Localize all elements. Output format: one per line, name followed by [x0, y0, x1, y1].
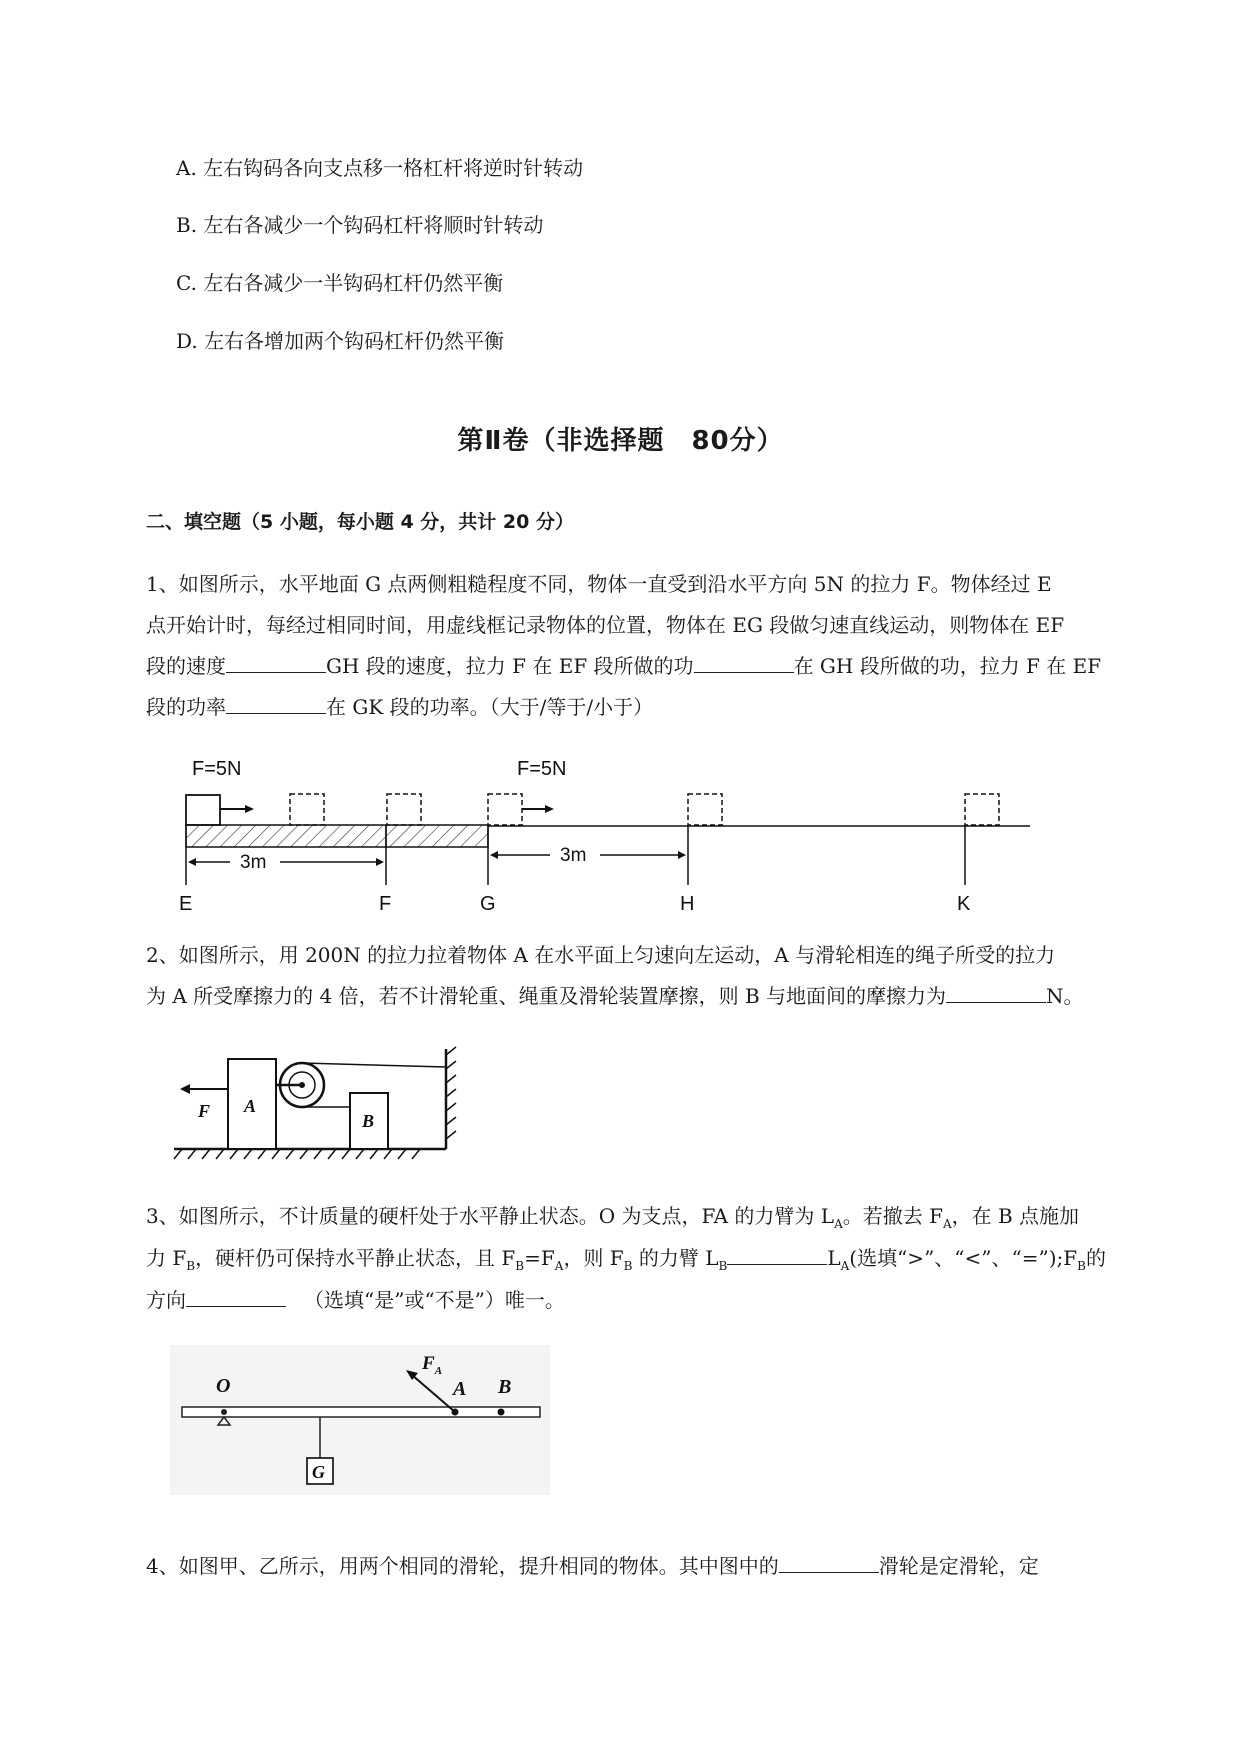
q1-text: 段的速度: [146, 654, 226, 678]
pivot-label: O: [216, 1375, 231, 1397]
q1-text: 在 GH 段所做的功，拉力 F 在 EF: [793, 654, 1102, 678]
q1-line-4: [146, 690, 653, 724]
option-text: 左右各增加两个钩码杠杆仍然平衡: [204, 329, 505, 353]
q1-line-3: [146, 649, 1101, 683]
q3-line-3: [146, 1283, 565, 1317]
q1-text: 在 GK 段的功率。（大于/等于/小于）: [326, 695, 654, 719]
subscript: B: [623, 1259, 633, 1273]
force-label: F: [198, 1101, 211, 1121]
force-arrow-head: [245, 805, 254, 813]
dashed-position: [688, 794, 722, 825]
q2-text: N。: [1046, 984, 1084, 1008]
q4-line-1: [146, 1549, 1039, 1583]
q1-line-2: 点开始计时，每经过相同时间，用虚线框记录物体的位置，物体在 EG 段做匀速直线运动，则物体在 EF: [146, 613, 1065, 637]
distance-label: 3m: [560, 845, 587, 866]
answer-blank[interactable]: [946, 980, 1046, 1003]
option-b: [176, 210, 543, 240]
option-letter: D.: [176, 329, 198, 353]
point-label: E: [179, 893, 193, 915]
q3-text: ，在 B 点施加: [951, 1204, 1080, 1228]
point-label: G: [480, 893, 496, 915]
option-letter: A.: [176, 156, 197, 180]
q3-text: ，则 F: [563, 1246, 624, 1270]
dashed-position: [387, 794, 421, 825]
q2-line-2: [146, 979, 1084, 1013]
option-c: [176, 268, 503, 298]
option-a: [176, 153, 583, 183]
q3-text: 的力臂 L: [632, 1246, 719, 1270]
lever-bar: [182, 1407, 540, 1417]
dashed-position: [290, 794, 324, 825]
answer-blank[interactable]: [226, 650, 326, 673]
q2-text: 为 A 所受摩擦力的 4 倍，若不计滑轮重、绳重及滑轮装置摩擦，则 B 与地面间的摩擦力为: [146, 984, 947, 1008]
force-label: F=5N: [192, 758, 242, 780]
rough-surface: [186, 825, 488, 847]
q3-text: =F: [524, 1246, 555, 1270]
q2-line-1: 2、如图所示，用 200N 的拉力拉着物体 A 在水平面上匀速向左运动，A 与滑轮相连的绳子所受的拉力: [146, 943, 1056, 967]
answer-blank[interactable]: [186, 1284, 286, 1307]
q3-text: 的: [1085, 1246, 1106, 1270]
distance-label: 3m: [240, 852, 267, 873]
point-label: K: [957, 893, 971, 915]
option-text: 左右各减少一个钩码杠杆将顺时针转动: [203, 213, 544, 237]
option-letter: C.: [176, 271, 197, 295]
block-a-label: A: [244, 1096, 257, 1116]
point-b: [498, 1409, 505, 1416]
point-label: F: [379, 893, 392, 915]
subscript: B: [1077, 1259, 1086, 1273]
q3-text: ，硬杆仍可保持水平静止状态，且 F: [195, 1246, 516, 1270]
subscript: B: [515, 1259, 525, 1273]
q3-text: 3、如图所示，不计质量的硬杆处于水平静止状态。O 为支点，FA 的力臂为 L: [146, 1204, 835, 1228]
subscript: A: [942, 1217, 952, 1231]
q1-text: 段的功率: [146, 695, 226, 719]
q1-line-1: 1、如图所示，水平地面 G 点两侧粗糙程度不同，物体一直受到沿水平方向 5N 的拉力 F。物体经过 E: [146, 572, 1052, 596]
q1-text: GH 段的速度，拉力 F 在 EF 段所做的功: [326, 654, 694, 678]
dashed-position: [965, 794, 999, 825]
rope: [302, 1063, 446, 1067]
q3-text: （选填“是”或“不是”）唯一。: [304, 1288, 565, 1312]
point-a-label: A: [453, 1378, 467, 1400]
answer-blank[interactable]: [694, 650, 794, 673]
force-label: F=5N: [517, 758, 567, 780]
force-arrow-head: [545, 805, 554, 813]
option-d: [176, 326, 504, 356]
q3-text: L: [827, 1246, 841, 1270]
force-label: $F_A$: [422, 1353, 443, 1377]
block-b-label: B: [362, 1111, 375, 1131]
subscript: A: [554, 1259, 564, 1273]
q3-line-1: [146, 1199, 1079, 1241]
answer-blank[interactable]: [226, 691, 326, 714]
point-label: H: [680, 893, 695, 915]
figure-3-lever-diagram: [170, 1345, 550, 1495]
force-arrow-head: [180, 1084, 190, 1094]
point-b-label: B: [498, 1376, 512, 1398]
answer-blank[interactable]: [779, 1550, 879, 1573]
subscript: A: [840, 1259, 850, 1273]
answer-blank[interactable]: [727, 1242, 827, 1265]
subscript: B: [186, 1259, 196, 1273]
subscript: B: [718, 1259, 728, 1273]
q3-text: 力 F: [146, 1246, 187, 1270]
weight-label: G: [312, 1462, 325, 1482]
part-title: 第Ⅱ卷（非选择题 80分）: [457, 426, 784, 456]
option-text: 左右钩码各向支点移一格杠杆将逆时针转动: [203, 156, 584, 180]
q3-line-2: [146, 1241, 1106, 1283]
q3-text: 方向: [146, 1288, 186, 1312]
option-letter: B.: [176, 213, 198, 237]
q3-text: (选填“>”、“<”、“=”);F: [849, 1246, 1078, 1270]
section-heading: 二、填空题（5 小题，每小题 4 分，共计 20 分）: [146, 511, 574, 533]
q4-text: 4、如图甲、乙所示，用两个相同的滑轮，提升相同的物体。其中图中的: [146, 1554, 779, 1578]
option-text: 左右各减少一半钩码杠杆仍然平衡: [203, 271, 504, 295]
q4-text: 滑轮是定滑轮，定: [878, 1554, 1039, 1578]
q3-text: 。若撤去 F: [842, 1204, 943, 1228]
subscript: A: [834, 1217, 843, 1231]
object-block: [186, 795, 220, 825]
dashed-position: [488, 794, 522, 825]
figure-1-motion-diagram: [170, 755, 1050, 915]
figure-2-pulley-diagram: [170, 1045, 460, 1170]
